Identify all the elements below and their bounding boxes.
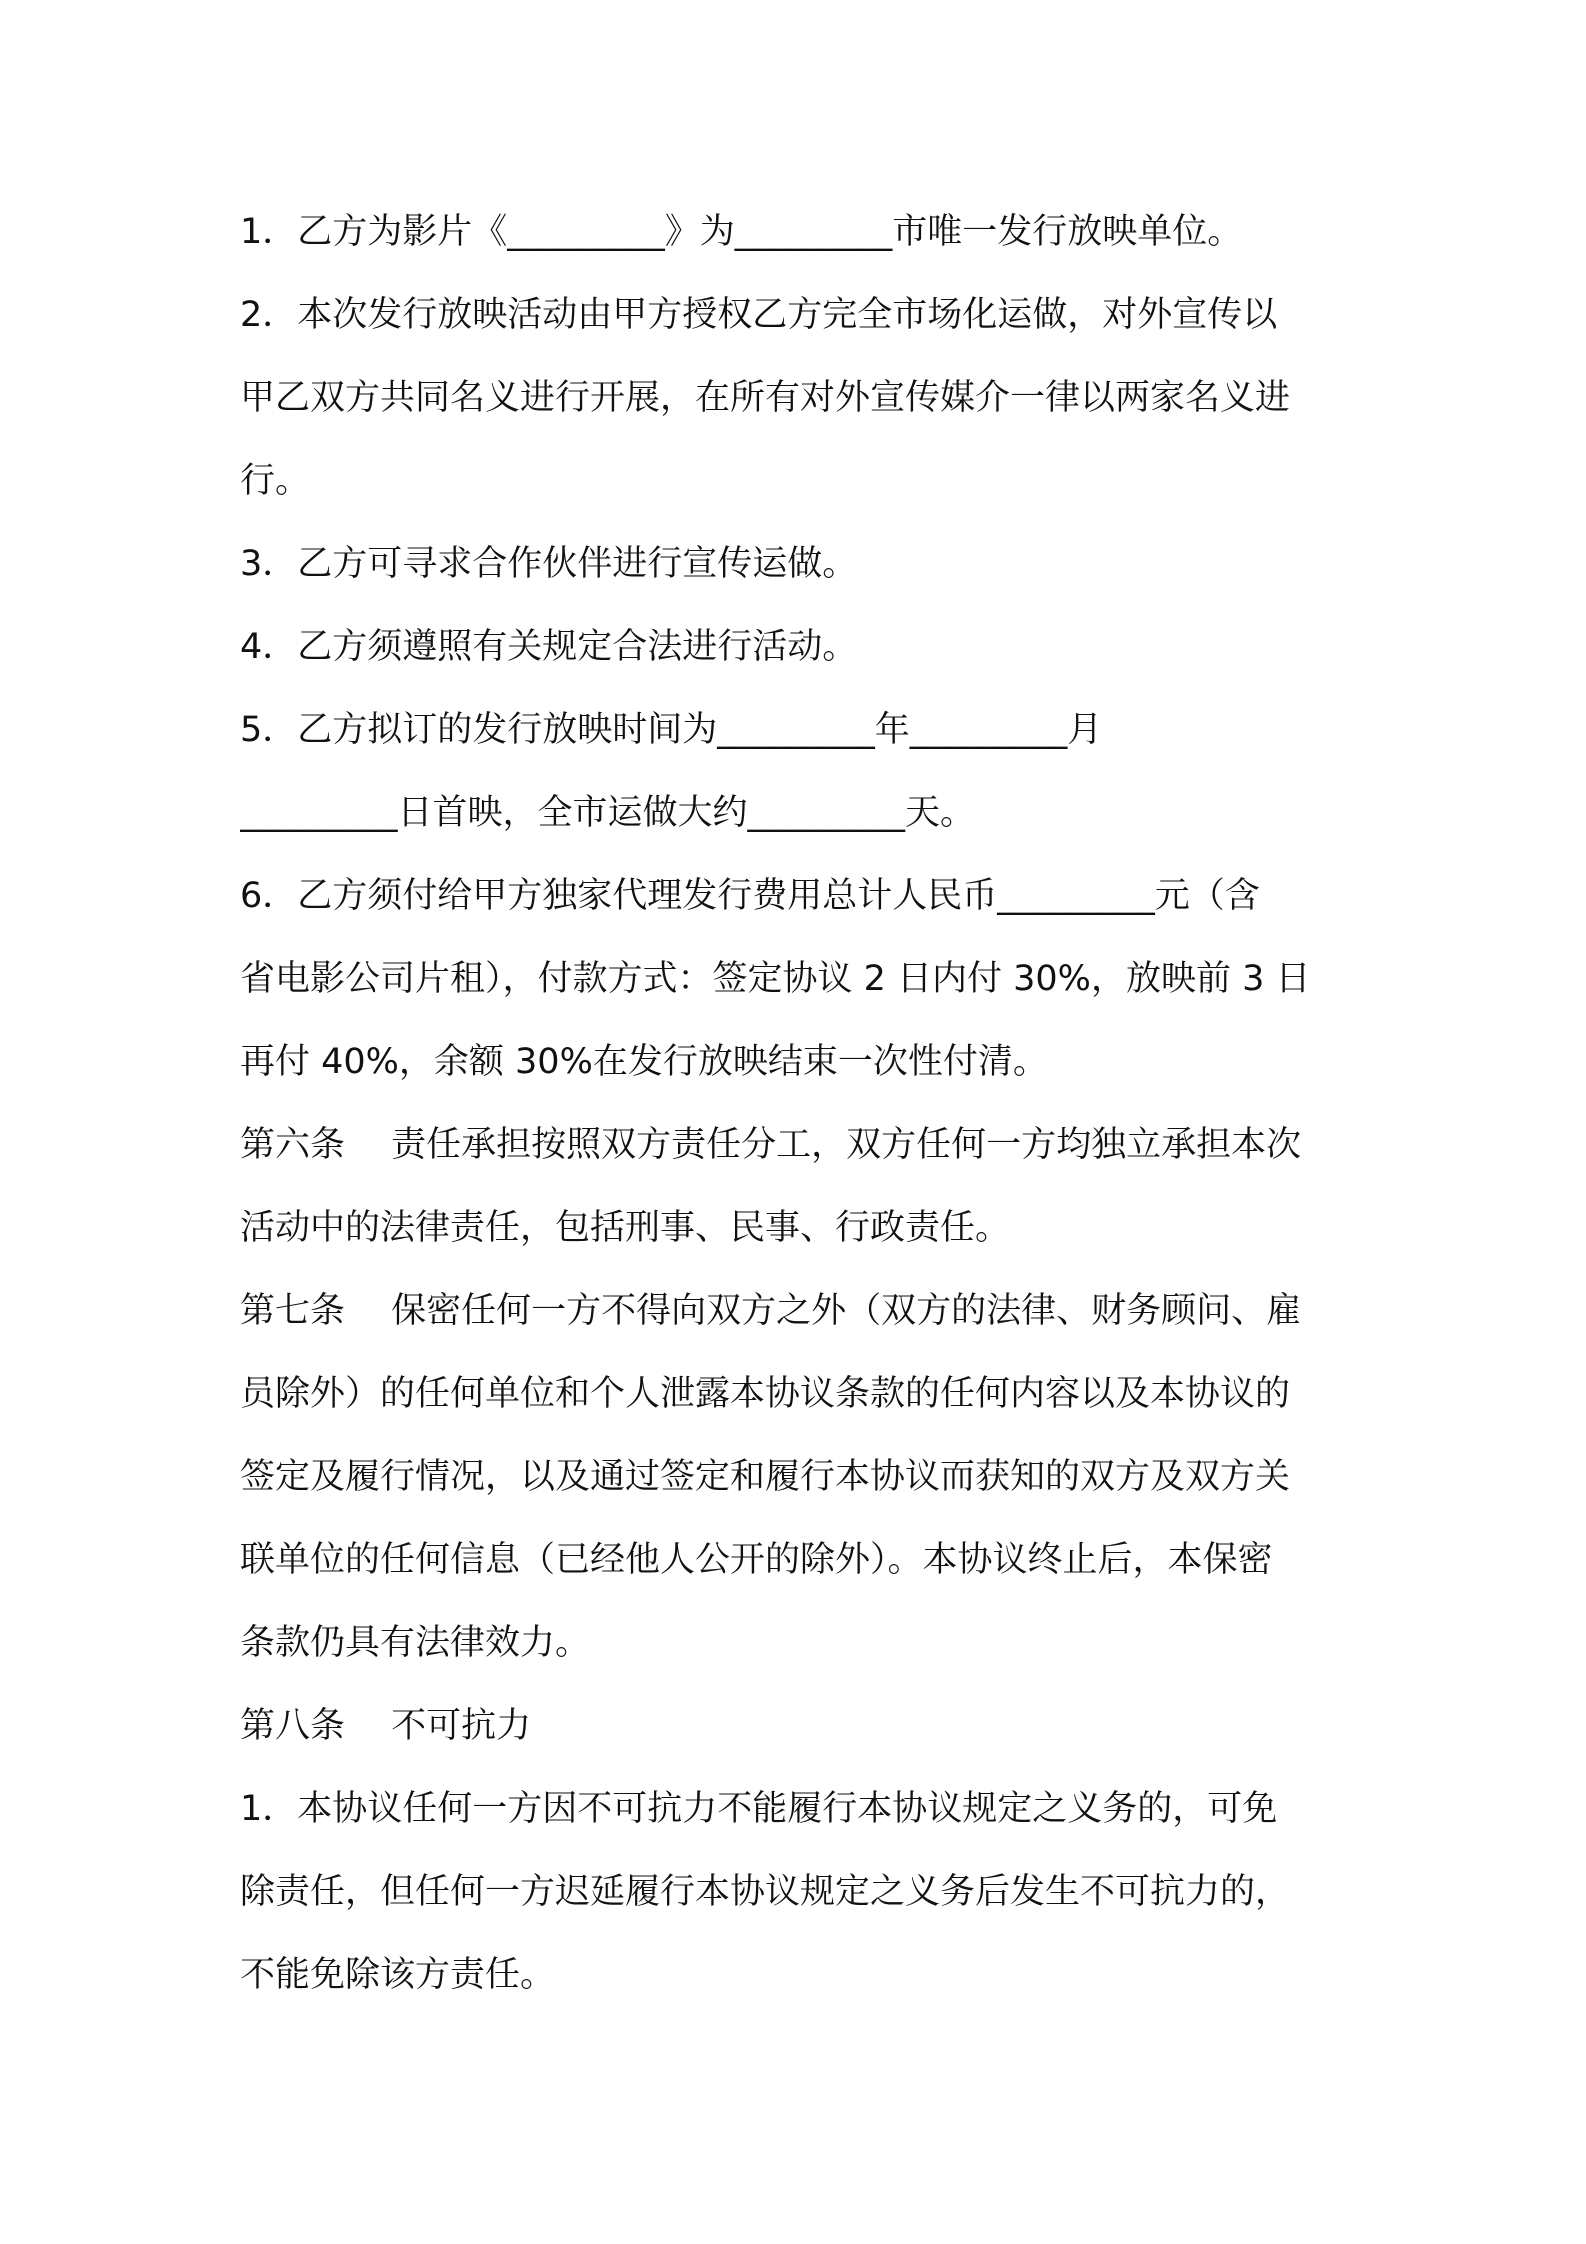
text-line-8: _________日首映，全市运做大约_________天。 [240,793,976,833]
text-line-9: 6．乙方须付给甲方独家代理发行费用总计人民币_________元（含 [240,876,1260,916]
text-line-7: 5．乙方拟订的发行放映时间为_________年_________月 [240,710,1103,750]
text-line-11: 再付 40%，余额 30%在发行放映结束一次性付清。 [240,1042,1048,1082]
text-line-5: 3．乙方可寻求合作伙伴进行宣传运做。 [240,544,858,584]
text-line-10: 省电影公司片租），付款方式：签定协议 2 日内付 30%，放映前 3 日 [240,959,1311,999]
text-line-1: 1．乙方为影片《_________》为_________市唯一发行放映单位。 [240,212,1243,252]
text-line-14: 第七条 保密任何一方不得向双方之外（双方的法律、财务顾问、雇 [240,1291,1302,1331]
text-line-18: 条款仍具有法律效力。 [240,1623,591,1663]
text-line-20: 1．本协议任何一方因不可抗力不能履行本协议规定之义务的，可免 [240,1789,1278,1829]
text-line-3: 甲乙双方共同名义进行开展，在所有对外宣传媒介一律以两家名义进 [240,378,1291,418]
text-line-22: 不能免除该方责任。 [240,1955,556,1995]
text-line-19: 第八条 不可抗力 [240,1706,532,1746]
text-line-16: 签定及履行情况，以及通过签定和履行本协议而获知的双方及双方关 [240,1457,1291,1497]
text-line-21: 除责任，但任何一方迟延履行本协议规定之义务后发生不可抗力的， [240,1872,1291,1912]
text-line-13: 活动中的法律责任，包括刑事、民事、行政责任。 [240,1208,1011,1248]
text-line-15: 员除外）的任何单位和个人泄露本协议条款的任何内容以及本协议的 [240,1374,1291,1414]
text-line-12: 第六条 责任承担按照双方责任分工，双方任何一方均独立承担本次 [240,1125,1302,1165]
text-line-17: 联单位的任何信息（已经他人公开的除外）。本协议终止后，本保密 [240,1540,1273,1580]
text-line-4: 行。 [240,461,311,501]
text-line-2: 2．本次发行放映活动由甲方授权乙方完全市场化运做，对外宣传以 [240,295,1278,335]
text-line-6: 4．乙方须遵照有关规定合法进行活动。 [240,627,858,667]
